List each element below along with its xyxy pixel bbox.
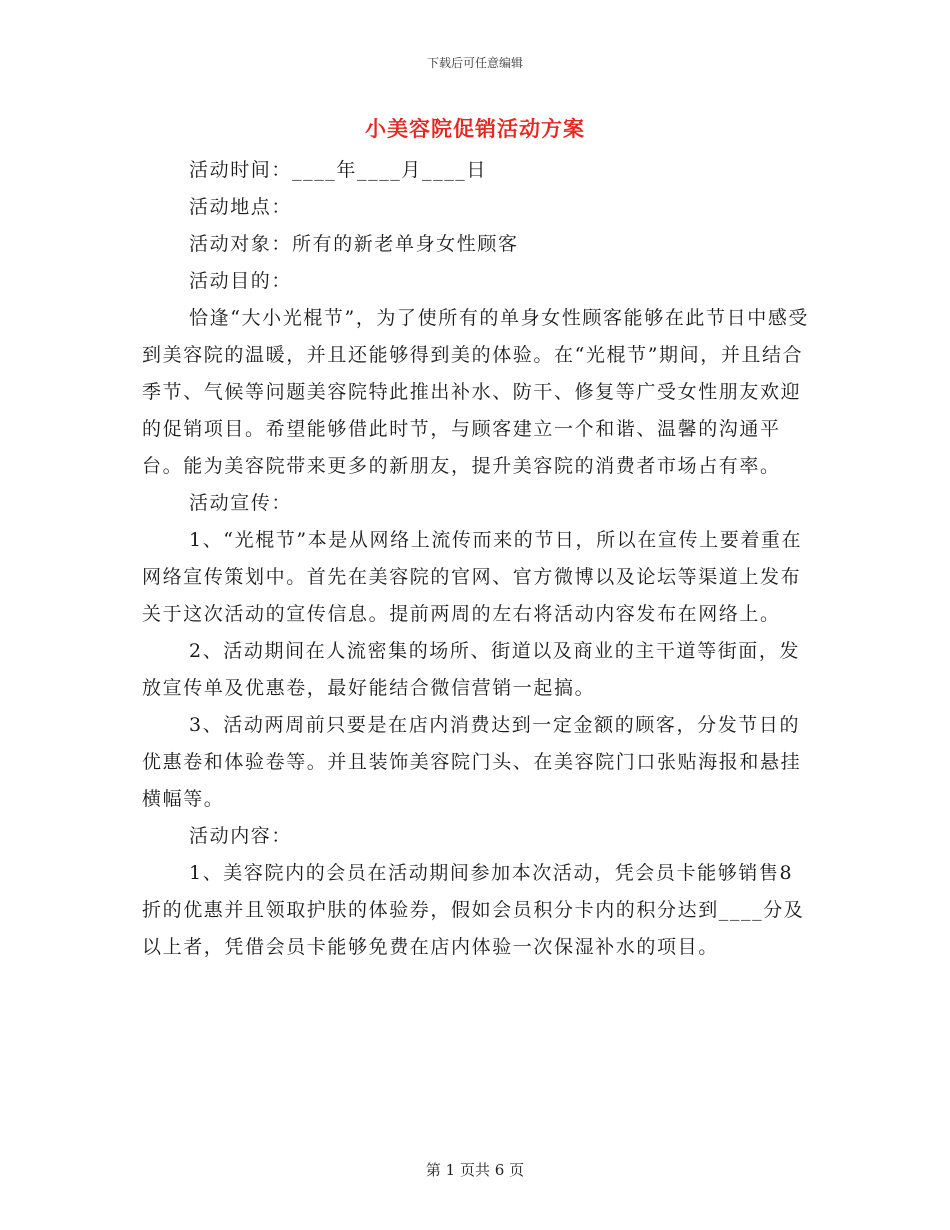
- paragraph-activity-purpose: 恰逢“大小光棍节”，为了使所有的单身女性顾客能够在此节日中感受到美容院的温暖，并且还能够得到美的体验。在“光棍节”期间，并且结合季节、气候等问题美容院特此推出补水、防干、修复等广受女性朋友欢迎的促销项目。希望能够借此时节，与顾客建立一个和谐、温馨的沟通平台。能为美容院带来更多的新朋友，提升美容院的消费者市场占有率。: [142, 307, 810, 477]
- paragraph-content-heading: 活动内容：: [189, 825, 293, 847]
- paragraph-activity-time: 活动时间：____年____月____日: [189, 159, 488, 181]
- paragraph-promotion-2: 2、活动期间在人流密集的场所、街道以及商业的主干道等街面，发放宣传单及优惠卷，最好能结合微信营销一起搞。: [142, 640, 801, 699]
- document-body: [142, 152, 810, 966]
- page-footer: 第 1 页共 6 页: [425, 1161, 525, 1179]
- paragraph-activity-location: 活动地点：: [189, 196, 293, 218]
- paragraph-promotion-3: 3、活动两周前只要是在店内消费达到一定金额的顾客，分发节日的优惠卷和体验卷等。并且装饰美容院门头、在美容院门口张贴海报和悬挂横幅等。: [142, 714, 802, 810]
- paragraph-activity-target: 活动对象：所有的新老单身女性顾客: [189, 233, 519, 255]
- paragraph-promotion-1: 1、“光棍节”本是从网络上流传而来的节日，所以在宣传上要着重在网络宣传策划中。首先在美容院的官网、官方微博以及论坛等渠道上发布关于这次活动的宣传信息。提前两周的左右将活动内容发布在网络上。: [142, 529, 803, 625]
- header-note: 下载后可任意编辑: [426, 56, 523, 70]
- document-title: 小美容院促销活动方案: [365, 116, 585, 141]
- paragraph-content-1: 1、美容院内的会员在活动期间参加本次活动，凭会员卡能够销售8折的优惠并且领取护肤的体验券，假如会员积分卡内的积分达到____分及以上者，凭借会员卡能够免费在店内体验一次保湿补水的项目。: [142, 862, 805, 958]
- paragraph-activity-purpose-heading: 活动目的：: [189, 270, 293, 292]
- paragraph-promotion-heading: 活动宣传：: [189, 492, 293, 514]
